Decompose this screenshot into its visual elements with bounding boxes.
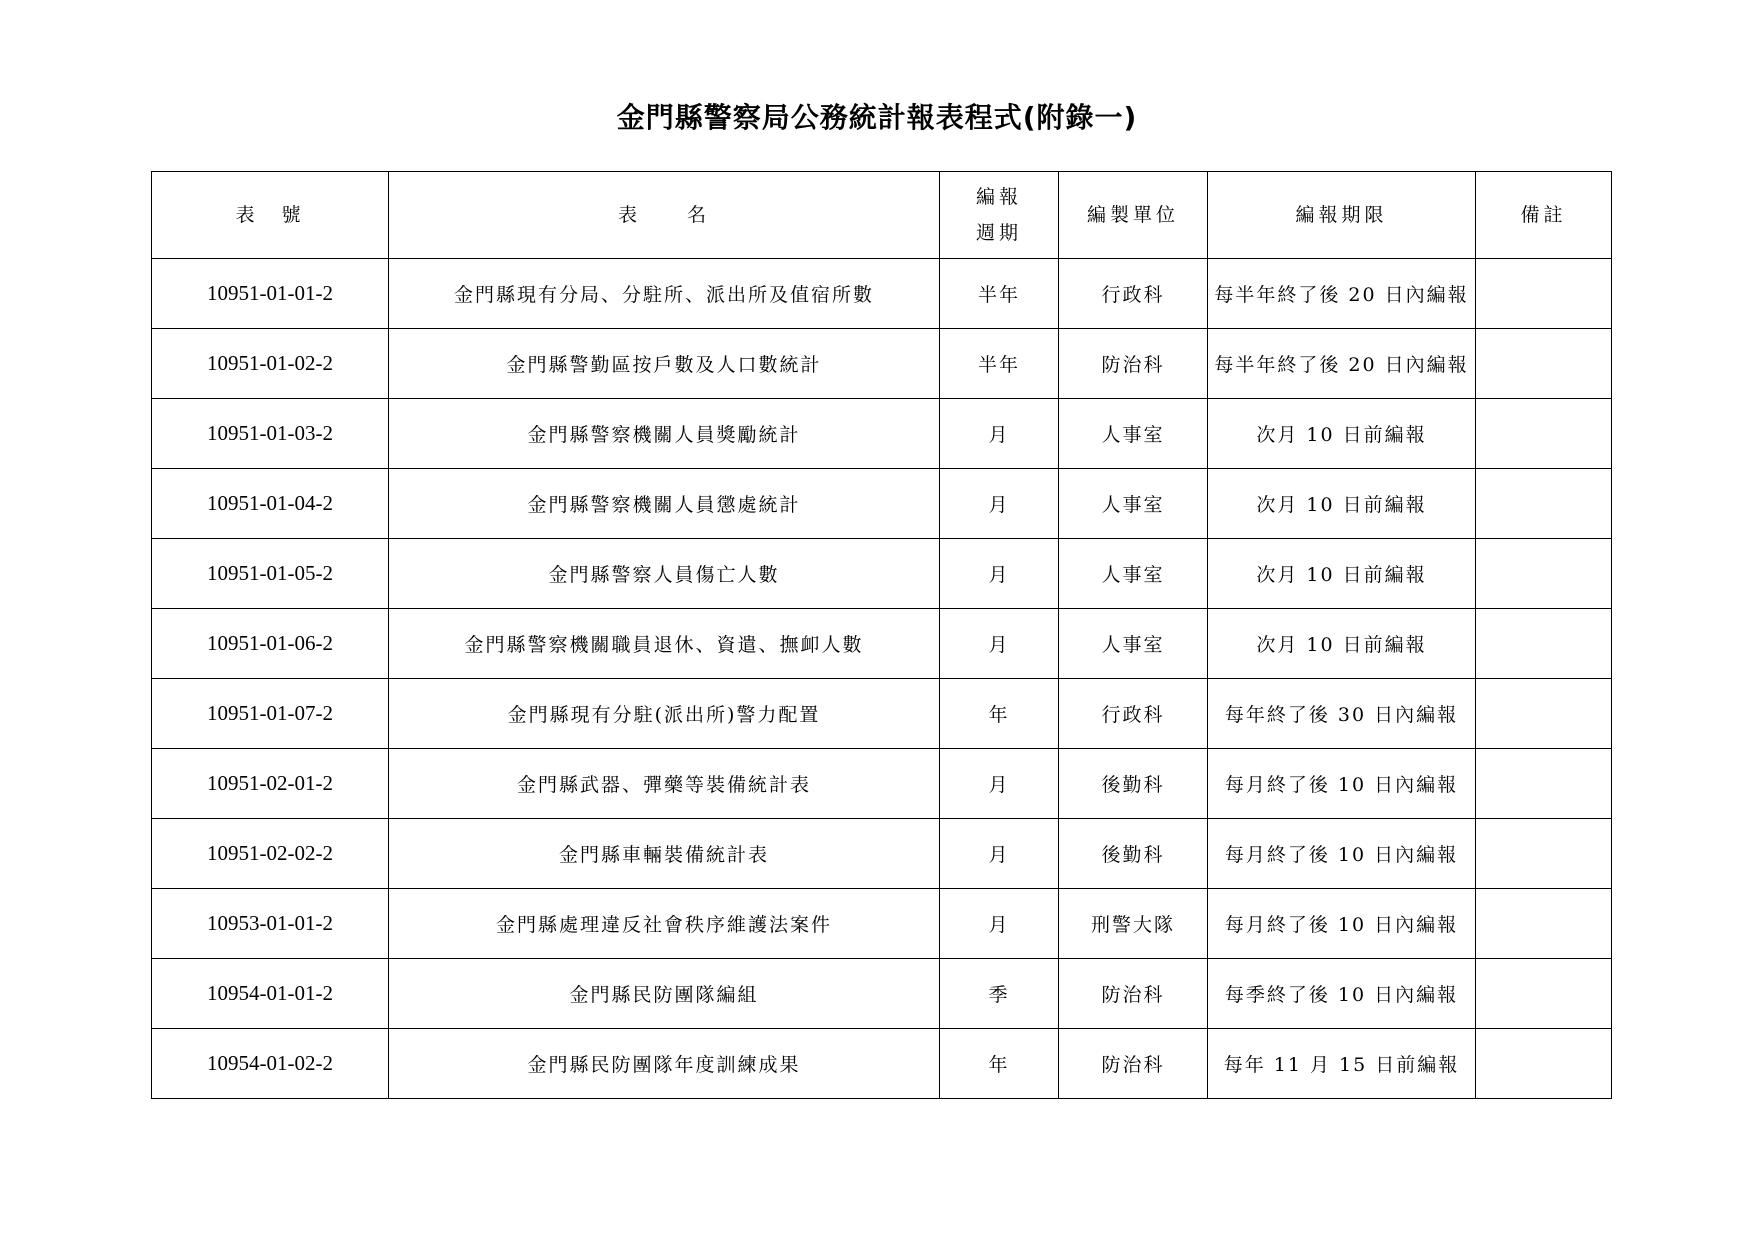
cell-unit: 人事室: [1059, 539, 1208, 609]
cell-unit: 防治科: [1059, 959, 1208, 1029]
cell-deadline: 每月終了後 10 日內編報: [1208, 819, 1476, 889]
cell-code: 10951-01-01-2: [152, 259, 389, 329]
cell-note: [1476, 959, 1612, 1029]
header-cycle-line1: 編報: [975, 186, 1022, 208]
cell-code: 10951-01-03-2: [152, 399, 389, 469]
cell-name: 金門縣現有分駐(派出所)警力配置: [389, 679, 940, 749]
table-row: [152, 679, 1612, 749]
cell-cycle: 月: [940, 539, 1059, 609]
header-cycle: [940, 172, 1059, 259]
table-row: [152, 399, 1612, 469]
cell-code: 10951-01-05-2: [152, 539, 389, 609]
header-unit: 編製單位: [1059, 172, 1208, 259]
cell-name: 金門縣警勤區按戶數及人口數統計: [389, 329, 940, 399]
cell-cycle: 季: [940, 959, 1059, 1029]
cell-deadline: 次月 10 日前編報: [1208, 399, 1476, 469]
cell-deadline: 次月 10 日前編報: [1208, 469, 1476, 539]
cell-name: 金門縣民防團隊年度訓練成果: [389, 1029, 940, 1099]
cell-note: [1476, 259, 1612, 329]
cell-code: 10951-01-06-2: [152, 609, 389, 679]
table-row: [152, 819, 1612, 889]
cell-code: 10951-02-02-2: [152, 819, 389, 889]
header-code: 表 號: [152, 172, 389, 259]
cell-deadline: 次月 10 日前編報: [1208, 609, 1476, 679]
header-name: 表 名: [389, 172, 940, 259]
cell-name: 金門縣警察機關人員獎勵統計: [389, 399, 940, 469]
table-row: [152, 469, 1612, 539]
header-cycle-line2: 週期: [975, 222, 1022, 244]
cell-note: [1476, 469, 1612, 539]
cell-note: [1476, 329, 1612, 399]
cell-deadline: 每半年終了後 20 日內編報: [1208, 259, 1476, 329]
table-row: [152, 749, 1612, 819]
cell-unit: 刑警大隊: [1059, 889, 1208, 959]
table-row: [152, 609, 1612, 679]
statistics-report-table: [151, 171, 1612, 1099]
cell-deadline: 每季終了後 10 日內編報: [1208, 959, 1476, 1029]
cell-note: [1476, 889, 1612, 959]
cell-name: 金門縣武器、彈藥等裝備統計表: [389, 749, 940, 819]
cell-unit: 人事室: [1059, 609, 1208, 679]
header-deadline: 編報期限: [1208, 172, 1476, 259]
cell-deadline: 每月終了後 10 日內編報: [1208, 749, 1476, 819]
cell-code: 10954-01-01-2: [152, 959, 389, 1029]
cell-deadline: 每年 11 月 15 日前編報: [1208, 1029, 1476, 1099]
cell-note: [1476, 609, 1612, 679]
cell-name: 金門縣警察人員傷亡人數: [389, 539, 940, 609]
cell-name: 金門縣車輛裝備統計表: [389, 819, 940, 889]
table-row: [152, 959, 1612, 1029]
cell-unit: 行政科: [1059, 259, 1208, 329]
cell-cycle: 月: [940, 889, 1059, 959]
cell-cycle: 半年: [940, 259, 1059, 329]
table-header-row: [152, 172, 1612, 259]
cell-note: [1476, 679, 1612, 749]
table-row: [152, 329, 1612, 399]
header-note: 備註: [1476, 172, 1612, 259]
cell-deadline: 每半年終了後 20 日內編報: [1208, 329, 1476, 399]
cell-unit: 行政科: [1059, 679, 1208, 749]
cell-deadline: 每月終了後 10 日內編報: [1208, 889, 1476, 959]
table-row: [152, 889, 1612, 959]
table-row: [152, 539, 1612, 609]
cell-code: 10951-02-01-2: [152, 749, 389, 819]
cell-name: 金門縣民防團隊編組: [389, 959, 940, 1029]
cell-note: [1476, 1029, 1612, 1099]
page-title: 金門縣警察局公務統計報表程式(附錄一): [616, 101, 1138, 134]
cell-code: 10951-01-07-2: [152, 679, 389, 749]
cell-note: [1476, 819, 1612, 889]
cell-code: 10953-01-01-2: [152, 889, 389, 959]
cell-cycle: 半年: [940, 329, 1059, 399]
cell-name: 金門縣處理違反社會秩序維護法案件: [389, 889, 940, 959]
cell-code: 10951-01-04-2: [152, 469, 389, 539]
cell-deadline: 每年終了後 30 日內編報: [1208, 679, 1476, 749]
cell-note: [1476, 399, 1612, 469]
cell-cycle: 月: [940, 399, 1059, 469]
cell-cycle: 月: [940, 749, 1059, 819]
cell-unit: 後勤科: [1059, 819, 1208, 889]
cell-unit: 人事室: [1059, 399, 1208, 469]
cell-unit: 防治科: [1059, 329, 1208, 399]
cell-cycle: 月: [940, 819, 1059, 889]
cell-code: 10954-01-02-2: [152, 1029, 389, 1099]
cell-unit: 防治科: [1059, 1029, 1208, 1099]
cell-name: 金門縣警察機關職員退休、資遣、撫卹人數: [389, 609, 940, 679]
cell-cycle: 月: [940, 469, 1059, 539]
cell-note: [1476, 749, 1612, 819]
table-row: [152, 259, 1612, 329]
cell-unit: 人事室: [1059, 469, 1208, 539]
cell-note: [1476, 539, 1612, 609]
cell-code: 10951-01-02-2: [152, 329, 389, 399]
table-row: [152, 1029, 1612, 1099]
cell-cycle: 年: [940, 679, 1059, 749]
cell-deadline: 次月 10 日前編報: [1208, 539, 1476, 609]
cell-name: 金門縣現有分局、分駐所、派出所及值宿所數: [389, 259, 940, 329]
cell-cycle: 月: [940, 609, 1059, 679]
cell-name: 金門縣警察機關人員懲處統計: [389, 469, 940, 539]
cell-unit: 後勤科: [1059, 749, 1208, 819]
cell-cycle: 年: [940, 1029, 1059, 1099]
